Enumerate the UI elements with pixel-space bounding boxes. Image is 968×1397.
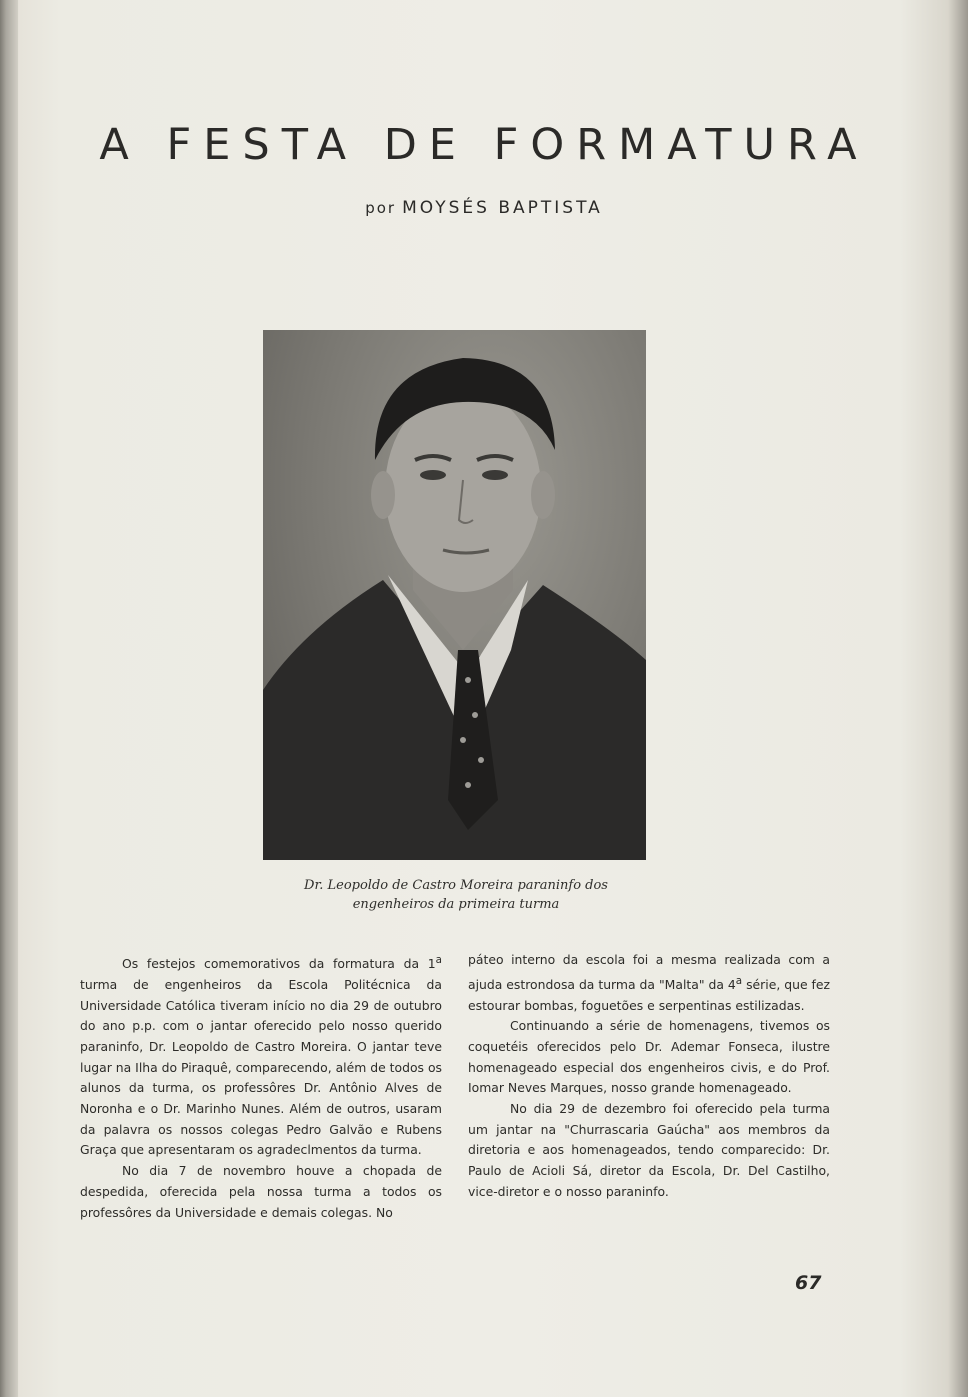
text-column-right: [468, 950, 830, 1203]
book-binding-shadow: [0, 0, 18, 1397]
ordinal-superscript: a: [435, 954, 442, 966]
caption-line-1: Dr. Leopoldo de Castro Moreira paraninfo dos: [304, 878, 608, 893]
byline: [40, 198, 928, 218]
page-number: 67: [795, 1272, 822, 1294]
author-name: MOYSÉS BAPTISTA: [402, 198, 603, 218]
paragraph-left-2: No dia 7 de novembro houve a chopada de despedida, oferecida pela nossa turma a todos os professôres da Universidade e demais colegas. No: [80, 1163, 442, 1220]
photo-caption: [230, 876, 682, 914]
article-title: A FESTA DE FORMATURA: [99, 120, 869, 170]
caption-line-2: engenheiros da primeira turma: [352, 897, 560, 912]
paragraph-right-1-part-b: série, que fez estourar bombas, foguetões e serpentinas estilizadas.: [468, 976, 831, 1013]
ordinal-superscript: a: [735, 974, 743, 987]
portrait-photo: [263, 330, 646, 860]
paragraph-left-1-part-b: turma de engenheiros da Escola Politécnica da Universidade Católica tiveram início no dia 29 de outubro do ano p.p. com o jantar oferecido pelo nosso querido paraninfo, Dr. Leopoldo de Castro Moreira. O jantar teve lugar na Ilha do Piraquê, comparecendo, além de todos os alunos da turma, os professôres Dr. Antônio Alves de Noronha e o Dr. Marinho Nunes. Além de outros, usaram da palavra os nossos colegas Pedro Galvão e Rubens Graça que apresentaram os agradeclmentos da turma.: [80, 976, 442, 1158]
paragraph-right-3: No dia 29 de dezembro foi oferecido pela turma um jantar na "Churrascaria Gaúcha" aos membros da diretoria e aos homenageados, tendo comparecido: Dr. Paulo de Acioli Sá, diretor da Escola, Dr. Del Castilho, vice-diretor e o nosso paraninfo.: [468, 1101, 830, 1199]
paragraph-left-1-part-a: Os festejos comemorativos da formatura da 1: [122, 956, 436, 972]
byline-prefix: por: [365, 199, 397, 217]
paragraph-right-1: [468, 950, 830, 1016]
paragraph-left-1: [80, 950, 442, 1161]
paragraph-right-1-part-a: páteo interno da escola foi a mesma realizada com a ajuda estrondosa da turma da "Malta" da 4: [468, 952, 830, 992]
paragraph-right-2: Continuando a série de homenagens, tivemos os coquetéis oferecidos pelo Dr. Ademar Fonseca, ilustre homenageado especial dos engenheiros civis, e do Prof. Iomar Neves Marques, nosso grande homenageado.: [468, 1018, 830, 1096]
portrait-illustration: [263, 330, 646, 860]
text-column-left: [80, 950, 442, 1223]
